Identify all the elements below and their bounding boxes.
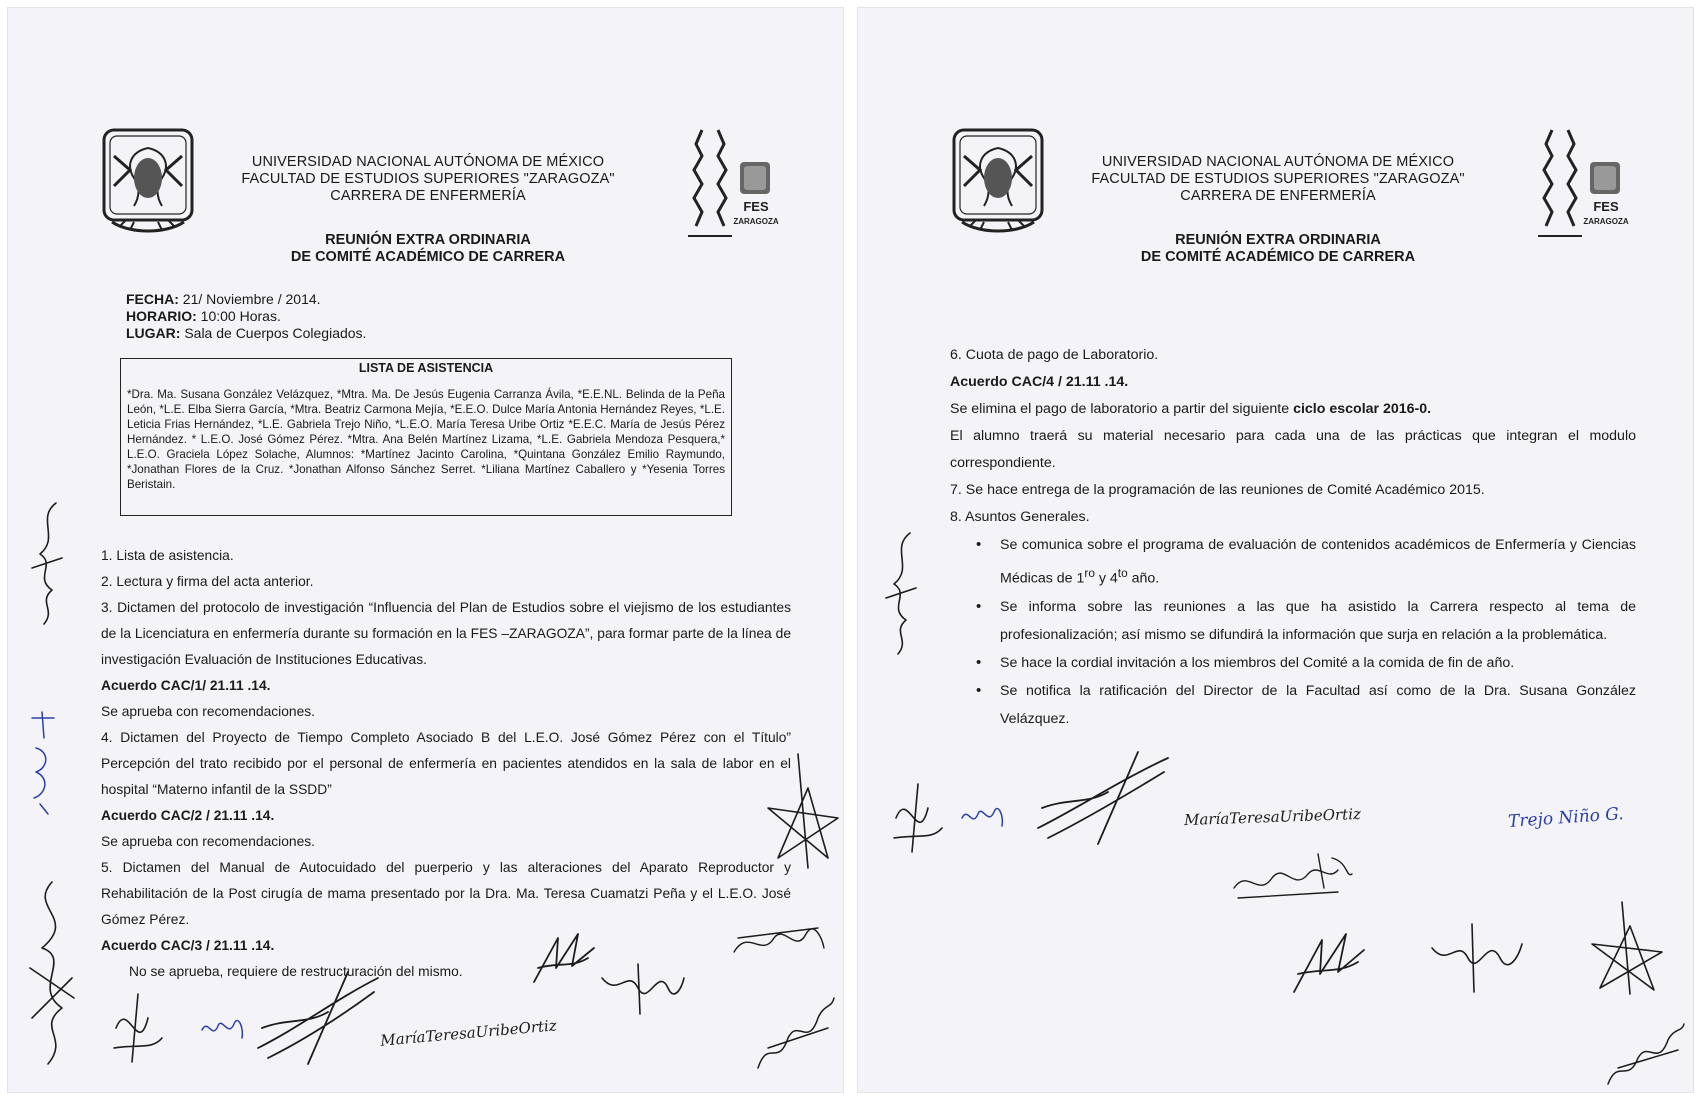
result-2: Se aprueba con recomendaciones. bbox=[101, 834, 315, 849]
document-page-left bbox=[8, 8, 843, 1092]
signature-margin-trejo bbox=[22, 708, 62, 818]
signature-1 bbox=[888, 778, 948, 858]
date-value: 21/ Noviembre / 2014. bbox=[178, 291, 321, 307]
signature-susana bbox=[1228, 848, 1358, 908]
general-bullet-1: • Se comunica sobre el programa de evaluación de contenidos académicos de Enfermería y Ciencias Médicas de $1^{ro}$ y $4^{to}$ año. bbox=[950, 531, 1636, 593]
place-row: LUGAR: Sala de Cuerpos Colegiados. bbox=[126, 325, 367, 341]
result-4-cycle: ciclo escolar 2016-0. bbox=[1293, 401, 1432, 417]
document-page-right bbox=[858, 8, 1693, 1092]
signature-3 bbox=[1028, 748, 1178, 848]
agenda-item-5: 5. Dictamen del Manual de Autocuidado del puerperio y las alteraciones del Aparato Reproductor y Rehabilitación de la Post cirugía de mama presentado por la Dra. Ma. Teresa Cuamatzi Peña y el L.E.O. José Gómez Pérez. bbox=[101, 860, 791, 927]
unam-seal-icon bbox=[950, 126, 1046, 238]
agreement-1: Acuerdo CAC/1/ 21.11 .14. bbox=[101, 678, 271, 693]
agenda-body-left bbox=[101, 543, 791, 985]
agenda-item-3: 3. Dictamen del protocolo de investigación “Influencia del Plan de Estudios sobre el viejismo de los estudiantes de la Licenciatura en enfermería durante su formación en la FES –ZARAGOZA”, para formar parte de la línea de investigación Evaluación de Instituciones Educativas. bbox=[101, 600, 791, 667]
signature-2 bbox=[198, 1008, 248, 1048]
time-value: 10:00 Horas. bbox=[196, 308, 281, 324]
career-name: CARRERA DE ENFERMERÍA bbox=[1180, 188, 1376, 204]
career-name: CARRERA DE ENFERMERÍA bbox=[330, 188, 526, 204]
general-bullet-4: • Se notifica la ratificación del Director de la Facultad así como de la Dra. Susana González Velázquez. bbox=[950, 677, 1636, 733]
general-bullet-2: • Se informa sobre las reuniones a las que ha asistido la Carrera respecto al tema de profesionalización; así mismo se difundirá la información que surja en relación a la problemática. bbox=[950, 593, 1636, 649]
signature-5 bbox=[598, 958, 688, 1018]
agenda-item-4: 4. Dictamen del Proyecto de Tiempo Completo Asociado B del L.E.O. José Gómez Pérez con el Título” Percepción del trato recibido por el personal de enfermería en pacientes atendidos en la sala de labor en el hospital “Materno infantil de la SSDD” bbox=[101, 730, 791, 797]
meeting-title-line1: REUNIÓN EXTRA ORDINARIA bbox=[1175, 232, 1381, 248]
agenda-body-right bbox=[950, 342, 1636, 733]
university-name: UNIVERSIDAD NACIONAL AUTÓNOMA DE MÉXICO bbox=[251, 154, 605, 170]
agreement-4: Acuerdo CAC/4 / 21.11 .14. bbox=[950, 374, 1129, 390]
institution-header bbox=[208, 154, 648, 205]
signature-star-1 bbox=[748, 748, 843, 878]
fes-sublabel: ZARAGOZA bbox=[1583, 217, 1629, 226]
agenda-item-6: 6. Cuota de pago de Laboratorio. bbox=[950, 347, 1159, 363]
signature-5 bbox=[1428, 918, 1528, 998]
time-row: HORARIO: 10:00 Horas. bbox=[126, 308, 281, 324]
signature-1 bbox=[108, 988, 168, 1068]
signature-2 bbox=[958, 796, 1008, 836]
agenda-item-2: 2. Lectura y firma del acta anterior. bbox=[101, 574, 314, 589]
signature-uribe: MaríaTeresaUribeOrtiz bbox=[379, 1016, 558, 1050]
general-bullet-3: • Se hace la cordial invitación a los miembros del Comité a la comida de fin de año. bbox=[950, 649, 1636, 677]
meeting-title bbox=[208, 232, 648, 266]
signature-uribe: MaríaTeresaUribeOrtiz bbox=[1183, 804, 1362, 830]
meeting-title bbox=[1058, 232, 1498, 266]
faculty-name: FACULTAD DE ESTUDIOS SUPERIORES "ZARAGOZA" bbox=[241, 171, 615, 187]
attendance-title: LISTA DE ASISTENCIA bbox=[358, 361, 494, 375]
agreement-3: Acuerdo CAC/3 / 21.11 .14. bbox=[101, 938, 275, 953]
meeting-meta bbox=[126, 291, 366, 342]
agreement-2: Acuerdo CAC/2 / 21.11 .14. bbox=[101, 808, 275, 823]
agenda-item-8: 8. Asuntos Generales. bbox=[950, 509, 1090, 525]
date-row: FECHA: 21/ Noviembre / 2014. bbox=[126, 291, 321, 307]
signature-margin-3 bbox=[22, 878, 82, 1068]
faculty-name: FACULTAD DE ESTUDIOS SUPERIORES "ZARAGOZA" bbox=[1091, 171, 1465, 187]
university-name: UNIVERSIDAD NACIONAL AUTÓNOMA DE MÉXICO bbox=[1101, 154, 1455, 170]
fes-label: FES bbox=[1593, 199, 1619, 214]
signature-star-1 bbox=[1578, 898, 1668, 998]
fes-zaragoza-logo-icon bbox=[688, 126, 788, 240]
signature-6 bbox=[728, 908, 828, 968]
fes-label: FES bbox=[743, 199, 769, 214]
fes-zaragoza-logo-icon bbox=[1538, 126, 1638, 240]
fes-sublabel: ZARAGOZA bbox=[733, 217, 779, 226]
result-4-text: Se elimina el pago de laboratorio a partir del siguiente bbox=[950, 401, 1294, 417]
unam-seal-icon bbox=[100, 126, 196, 238]
institution-header bbox=[1058, 154, 1498, 205]
signature-trejo: Trejo Niño G. bbox=[1507, 803, 1625, 833]
result-1: Se aprueba con recomendaciones. bbox=[101, 704, 315, 719]
student-material-note: El alumno traerá su material necesario para cada una de las prácticas que integran el modulo correspondiente. bbox=[950, 428, 1636, 471]
agenda-item-1: 1. Lista de asistencia. bbox=[101, 548, 234, 563]
signature-3 bbox=[248, 968, 388, 1068]
agenda-item-7: 7. Se hace entrega de la programación de las reuniones de Comité Académico 2015. bbox=[950, 482, 1485, 498]
attendance-box bbox=[120, 358, 732, 516]
signature-7 bbox=[1598, 1018, 1688, 1092]
attendance-list: *Dra. Ma. Susana González Velázquez, *Mtra. Ma. De Jesús Eugenia Carranza Ávila, *E.E.NL. Belinda de la Peña León, *L.E. Elba Sierra García, *Mtra. Beatriz Carmona Mejía, *E.E.O. Dulce María Antonia Hernández Reyes, *L.E. Leticia Frias Hernández, *L.E. Gabriela Trejo Niño, *L.E.O. María Teresa Uribe Ortiz *E.E.C. María de Jesús Pérez Hernández. * L.E.O. José Gómez Pérez. *Mtra. Ana Belén Martínez Lizama, *L.E. Gabriela Mendoza Pesquera,* L.E.O. Graciela López Solache, Alumnos: *Martínez Jacinto Carolina, *Quintana González Emilio Raymundo, *Jonathan Flores de la Cruz. *Jonathan Alfonso Sánchez Serret. *Liliana Martínez Caballero y *Yesenia Torres Beristain. bbox=[127, 388, 725, 491]
result-3: No se aprueba, requiere de restructuración del mismo. bbox=[129, 964, 463, 979]
meeting-title-line2: DE COMITÉ ACADÉMICO DE CARRERA bbox=[290, 249, 566, 265]
signature-4 bbox=[528, 928, 598, 988]
meeting-title-line2: DE COMITÉ ACADÉMICO DE CARRERA bbox=[1140, 249, 1416, 265]
signature-4 bbox=[1288, 928, 1368, 998]
signature-margin-1 bbox=[880, 528, 920, 658]
signature-7 bbox=[748, 988, 838, 1078]
result-4 bbox=[950, 396, 1636, 423]
place-value: Sala de Cuerpos Colegiados. bbox=[180, 325, 367, 341]
signature-margin-1 bbox=[26, 498, 66, 628]
meeting-title-line1: REUNIÓN EXTRA ORDINARIA bbox=[325, 232, 531, 248]
